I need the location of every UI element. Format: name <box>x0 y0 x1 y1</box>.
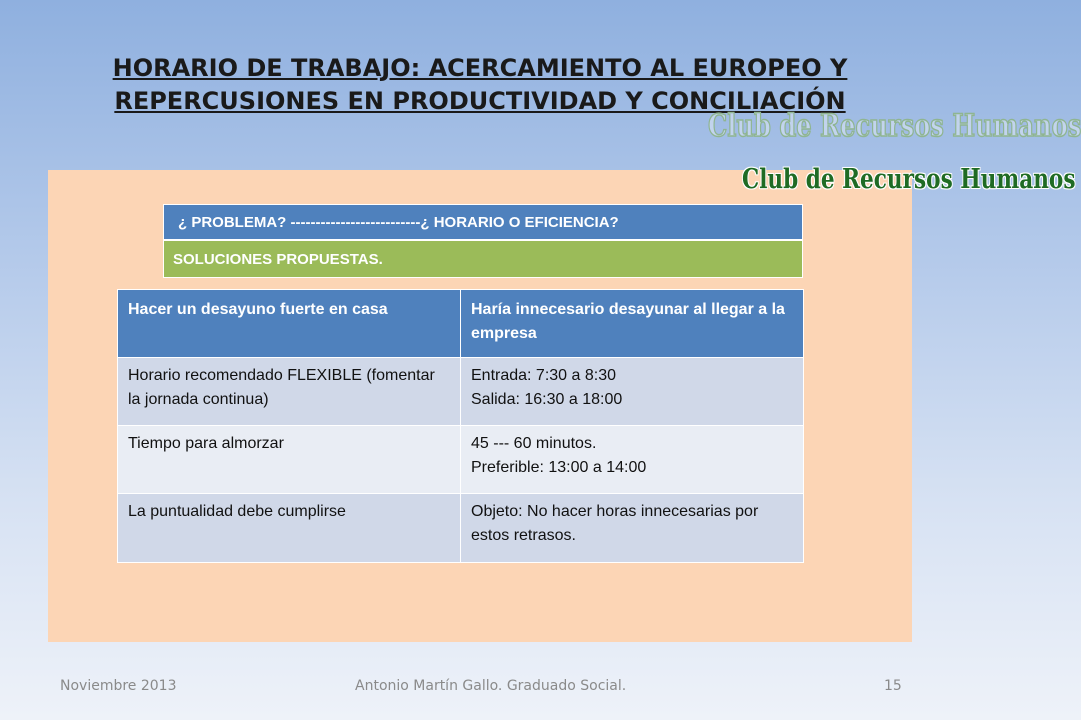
slide-title-line-1: HORARIO DE TRABAJO: ACERCAMIENTO AL EUROPEO Y <box>112 54 848 82</box>
cell-text: Objeto: No hacer horas innecesarias por estos retrasos. <box>471 503 759 544</box>
table-cell <box>118 358 461 426</box>
cell-text: La puntualidad debe cumplirse <box>128 503 346 520</box>
table-cell <box>118 426 461 494</box>
cell-text: Tiempo para almorzar <box>128 435 284 452</box>
table-cell <box>118 494 461 563</box>
cell-text: 45 --- 60 minutos. Preferible: 13:00 a 14:00 <box>471 435 647 476</box>
watermark-logo-back: Club de Recursos Humanos <box>708 108 1081 144</box>
table-cell <box>461 494 804 563</box>
table-row <box>118 426 804 494</box>
solutions-table <box>117 289 804 563</box>
table-header-left <box>118 290 461 358</box>
header-right-text: Haría innecesario desayunar al llegar a la empresa <box>471 301 785 342</box>
footer-page-number: 15 <box>884 678 902 694</box>
table-row <box>118 358 804 426</box>
table-cell <box>461 358 804 426</box>
footer-date: Noviembre 2013 <box>60 678 177 694</box>
cell-text: Horario recomendado FLEXIBLE (fomentar la jornada continua) <box>128 367 435 408</box>
problem-banner: ¿ PROBLEMA? --------------------------¿ HORARIO O EFICIENCIA? <box>163 204 803 240</box>
table-cell <box>461 426 804 494</box>
slide-title-line-2: REPERCUSIONES EN PRODUCTIVIDAD Y CONCILIACIÓN <box>114 87 846 115</box>
cell-text: Entrada: 7:30 a 8:30 Salida: 16:30 a 18:00 <box>471 367 623 408</box>
footer-author: Antonio Martín Gallo. Graduado Social. <box>355 678 627 694</box>
header-left-text: Hacer un desayuno fuerte en casa <box>128 301 388 318</box>
table-row <box>118 494 804 563</box>
watermark-logo-front: Club de Recursos Humanos <box>742 164 1076 195</box>
table-header-right <box>461 290 804 358</box>
table-header-row <box>118 290 804 358</box>
solutions-banner: SOLUCIONES PROPUESTAS. <box>163 240 803 278</box>
